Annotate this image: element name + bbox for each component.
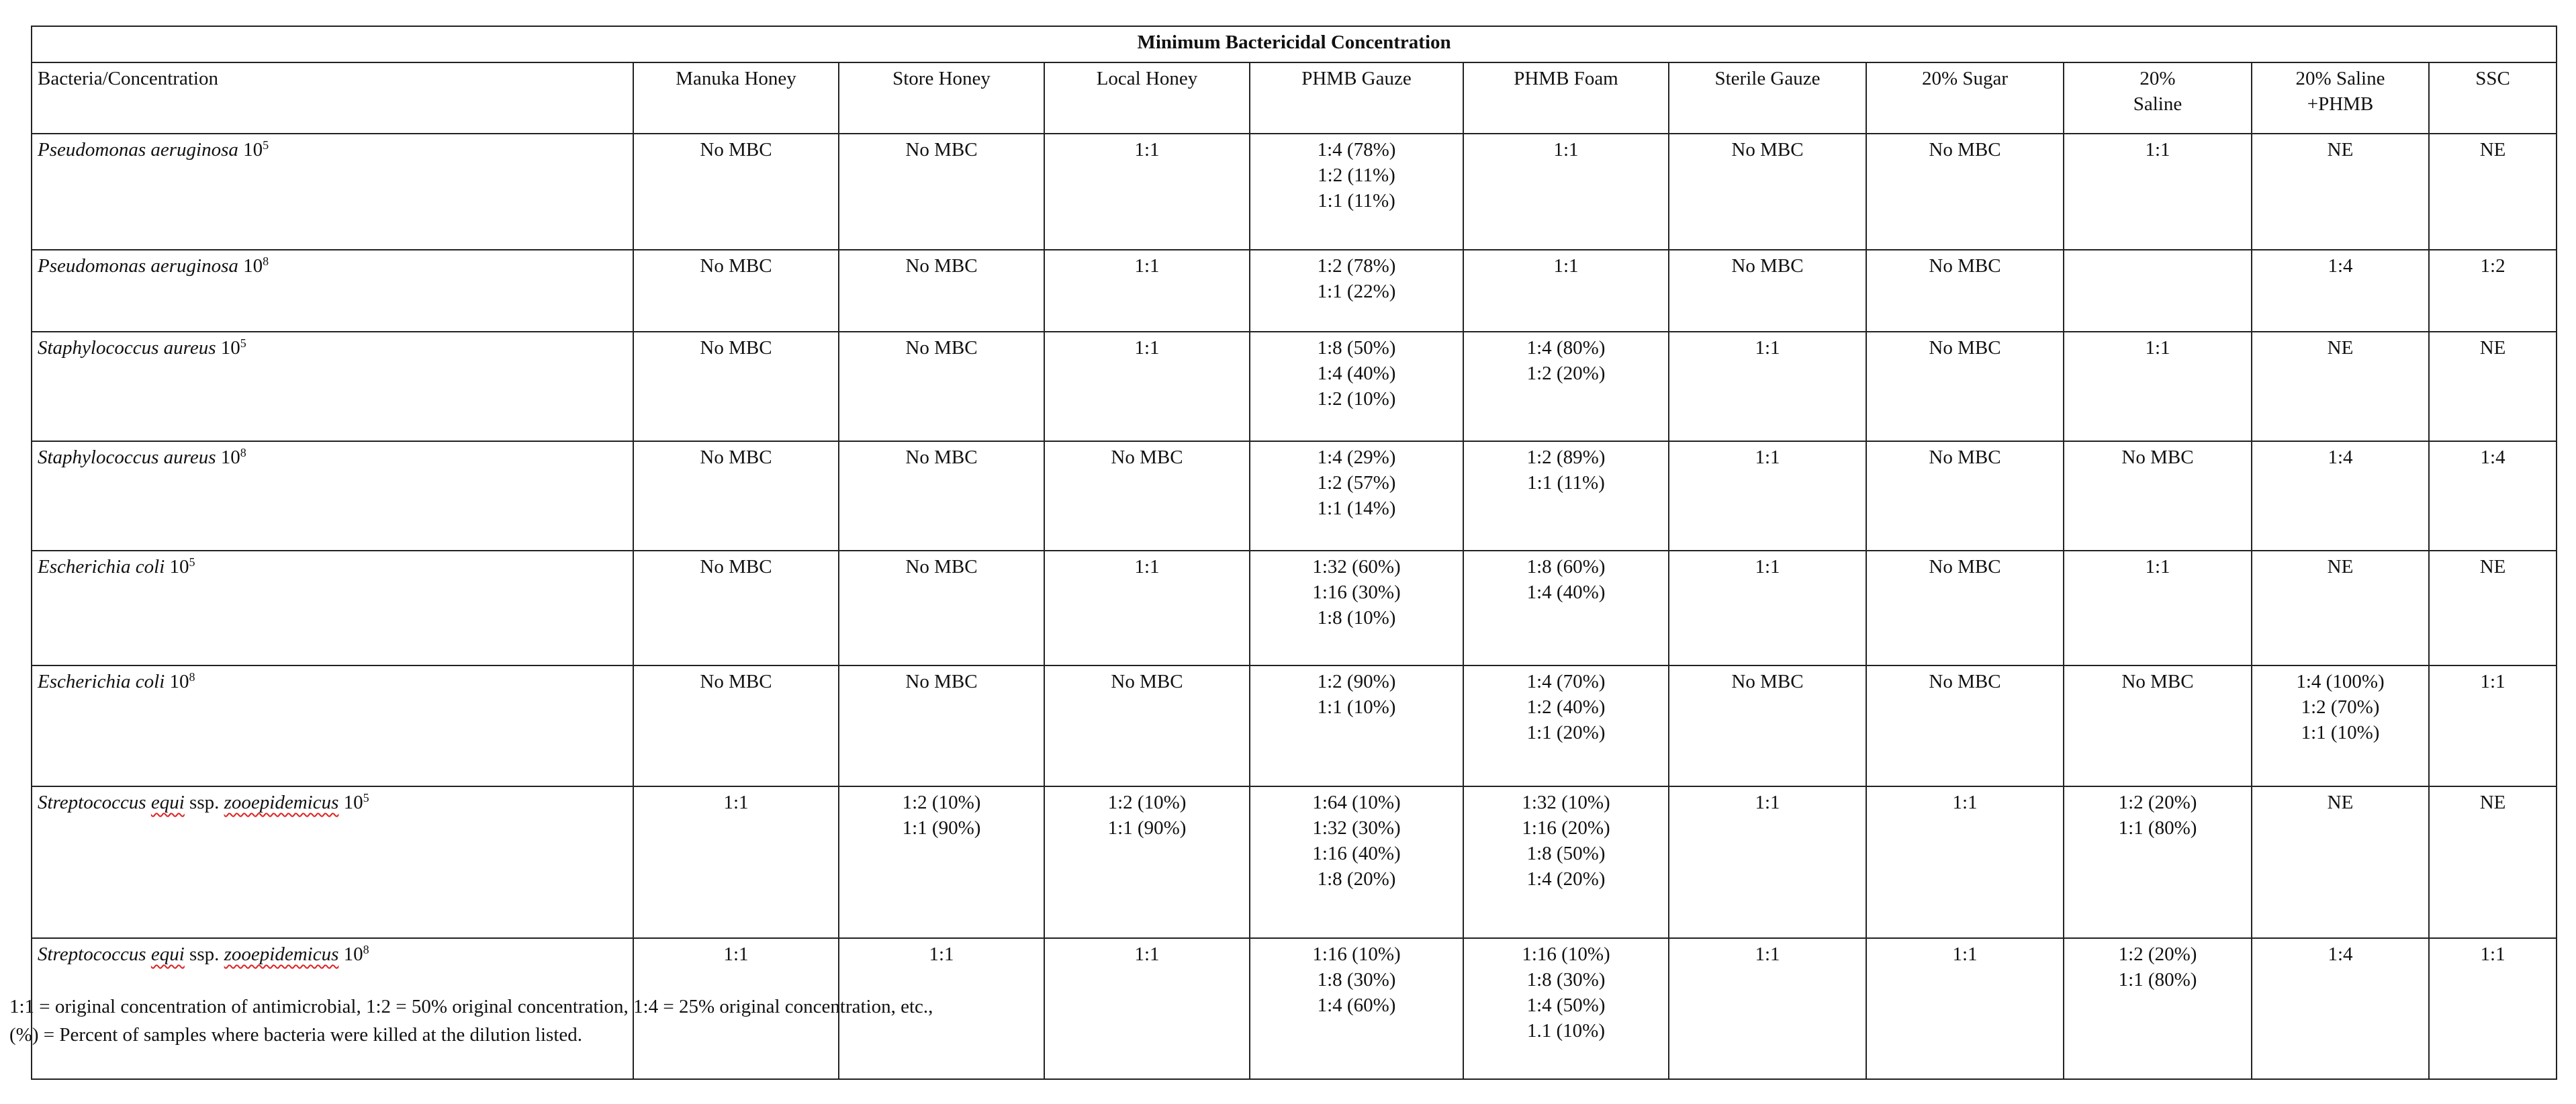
table-row [32,551,2557,665]
column-header-text: 20% Sugar [1921,68,2009,89]
column-header [1044,62,1250,134]
mbc-table [31,26,2557,1080]
mbc-value-cell [1669,332,1866,441]
mbc-value-cell [2429,665,2557,786]
mbc-value: NE [2327,139,2354,160]
table-title: Minimum Bactericidal Concentration [32,26,2557,62]
mbc-value: No MBC [700,671,772,692]
column-header-text: 20% Saline [2295,68,2385,89]
mbc-value-cell [1463,665,1669,786]
column-header-text: 20% [2140,68,2176,89]
concentration-exponent: 8 [363,943,369,956]
mbc-value-cell [2252,250,2429,332]
mbc-value: No MBC [1929,671,2001,692]
column-header-text: Store Honey [892,68,991,89]
mbc-value: 1:1 [1134,556,1160,578]
mbc-value: 1:4 (60%) [1317,995,1396,1016]
mbc-value: No MBC [700,556,772,578]
mbc-value: No MBC [1731,139,1804,160]
mbc-value: 1:8 (60%) [1526,556,1606,578]
mbc-value: 1:4 (80%) [1526,337,1606,359]
table-row [32,665,2557,786]
mbc-value: No MBC [700,337,772,359]
column-header [1463,62,1669,134]
mbc-value-cell [1250,332,1463,441]
mbc-value-cell [839,551,1044,665]
mbc-value-cell [1250,938,1463,1079]
mbc-value: NE [2479,337,2506,359]
mbc-value: No MBC [1111,447,1183,468]
concentration-exponent: 8 [263,255,269,268]
mbc-value: No MBC [905,556,978,578]
mbc-value: 1:4 [2328,255,2353,277]
ssp-label: ssp. [184,944,224,965]
mbc-value: 1:1 [1134,139,1160,160]
column-header [839,62,1044,134]
mbc-value-cell [839,134,1044,250]
bacteria-name: Streptococcus equi [38,944,185,965]
mbc-value: 1:16 (10%) [1312,944,1401,965]
mbc-value-cell [633,551,839,665]
mbc-value-cell [1250,250,1463,332]
mbc-value: 1:1 (90%) [902,817,981,839]
mbc-value-cell [2252,134,2429,250]
mbc-value: 1:8 (30%) [1317,969,1396,991]
mbc-value-cell [633,665,839,786]
concentration-exponent: 8 [240,446,246,459]
mbc-value: 1:1 [1755,556,1780,578]
mbc-value: 1:1 (10%) [2301,722,2380,743]
mbc-value-cell [1669,786,1866,938]
mbc-value: 1:4 (50%) [1526,995,1606,1016]
mbc-value: 1:2 (11%) [1318,165,1395,186]
mbc-value: No MBC [2121,447,2194,468]
column-header-text: Manuka Honey [676,68,796,89]
mbc-value: 1:2 (10%) [1107,792,1187,813]
bacteria-cell: Streptococcus equi ssp. zooepidemicus $10^8$ [32,938,633,1079]
mbc-value: 1:1 (14%) [1317,498,1396,519]
mbc-value: 1:1 [2480,671,2505,692]
subspecies-name: zooepidemicus [224,792,339,813]
mbc-value-cell [2429,134,2557,250]
mbc-value-cell [633,786,839,938]
mbc-value-cell [2429,441,2557,551]
mbc-value: No MBC [1929,447,2001,468]
mbc-value: 1:8 (20%) [1317,868,1396,890]
mbc-value: 1:2 (70%) [2301,696,2380,718]
bacteria-cell: Pseudomonas aeruginosa $10^8$ [32,250,633,332]
mbc-value-cell [1044,441,1250,551]
mbc-value: 1:16 (10%) [1522,944,1610,965]
mbc-value: 1:1 [1952,792,1978,813]
mbc-value: 1:16 (40%) [1312,843,1401,864]
mbc-value: No MBC [905,447,978,468]
concentration-exponent: 5 [263,138,269,152]
bacteria-cell: Staphylococcus aureus $10^8$ [32,441,633,551]
mbc-value: 1:4 (40%) [1317,363,1396,384]
mbc-value-cell [2064,441,2252,551]
mbc-value-cell [839,665,1044,786]
mbc-value: 1:2 (78%) [1317,255,1396,277]
mbc-value: 1:1 (90%) [1107,817,1187,839]
table-row [32,786,2557,938]
mbc-value-cell [1866,441,2064,551]
mbc-value-cell [1669,441,1866,551]
mbc-value-cell [1669,250,1866,332]
concentration-exponent: 5 [240,336,246,350]
mbc-value: 1.1 (10%) [1527,1020,1605,1042]
ssp-label: ssp. [184,792,224,813]
mbc-value-cell [1044,551,1250,665]
mbc-value: 1:32 (10%) [1522,792,1610,813]
mbc-value-cell [1463,134,1669,250]
mbc-value-cell [1250,551,1463,665]
mbc-value-cell [2064,250,2252,332]
mbc-value-cell [1250,441,1463,551]
mbc-value-cell [633,332,839,441]
mbc-value: 1:1 [1553,255,1579,277]
mbc-value: No MBC [1929,337,2001,359]
mbc-value-cell [2252,441,2429,551]
mbc-value-cell [2429,938,2557,1079]
mbc-value-cell [2252,665,2429,786]
mbc-value: 1:4 (20%) [1526,868,1606,890]
mbc-value: 1:1 [723,944,749,965]
mbc-value-cell [1866,938,2064,1079]
column-header [1669,62,1866,134]
mbc-value-cell [1866,250,2064,332]
mbc-value: No MBC [905,139,978,160]
column-header-text: +PHMB [2307,93,2374,115]
mbc-value: No MBC [700,255,772,277]
column-header-text: Sterile Gauze [1714,68,1821,89]
mbc-value-cell [2064,134,2252,250]
mbc-value: 1:1 [1553,139,1579,160]
mbc-value: 1:4 [2328,944,2353,965]
mbc-value: 1:1 [929,944,954,965]
mbc-value: NE [2479,556,2506,578]
column-header-text: Bacteria/Concentration [38,68,218,89]
mbc-value: 1:1 [2145,337,2170,359]
mbc-value: 1:4 (100%) [2296,671,2385,692]
mbc-value: 1:1 [723,792,749,813]
column-header-text: PHMB Gauze [1301,68,1412,89]
bacteria-cell: Streptococcus equi ssp. zooepidemicus $10^5$ [32,786,633,938]
mbc-value: 1:32 (30%) [1312,817,1401,839]
column-header-text: SSC [2475,68,2510,89]
mbc-value: 1:16 (30%) [1312,582,1401,603]
mbc-value: 1:2 (10%) [1317,388,1396,410]
mbc-value-cell [2064,938,2252,1079]
mbc-value-cell [2064,665,2252,786]
bacteria-name: Pseudomonas aeruginosa [38,255,238,277]
mbc-value: 1:1 (11%) [1318,190,1395,212]
mbc-value-cell [1866,134,2064,250]
mbc-value: 1:4 [2328,447,2353,468]
footnote-percent: (%) = Percent of samples where bacteria were killed at the dilution listed. [9,1024,583,1046]
mbc-value: NE [2327,556,2354,578]
mbc-value-cell [1866,332,2064,441]
column-header-text: PHMB Foam [1514,68,1618,89]
mbc-value: 1:1 [1134,337,1160,359]
mbc-value: 1:2 (10%) [902,792,981,813]
mbc-value: 1:1 [1134,944,1160,965]
mbc-value: 1:1 [1755,447,1780,468]
mbc-value-cell [2064,332,2252,441]
mbc-value-cell [2429,551,2557,665]
mbc-value-cell [839,332,1044,441]
subspecies-name: zooepidemicus [224,944,339,965]
mbc-value: 1:1 (80%) [2118,817,2197,839]
mbc-value: No MBC [1929,255,2001,277]
mbc-value-cell [633,134,839,250]
mbc-value: 1:8 (10%) [1317,607,1396,629]
mbc-value: No MBC [1731,671,1804,692]
column-header [32,62,633,134]
mbc-value: 1:1 (20%) [1526,722,1606,743]
mbc-value: 1:2 (57%) [1317,472,1396,494]
mbc-value-cell [1669,551,1866,665]
mbc-value: 1:8 (50%) [1317,337,1396,359]
mbc-value: 1:4 (40%) [1526,582,1606,603]
mbc-value: 1:1 [1755,792,1780,813]
mbc-value-cell [1463,786,1669,938]
mbc-value: 1:2 (20%) [2118,792,2197,813]
column-header [2429,62,2557,134]
mbc-value-cell [1866,551,2064,665]
mbc-value: 1:4 (70%) [1526,671,1606,692]
bacteria-name: Streptococcus equi [38,792,185,813]
mbc-value-cell [1669,938,1866,1079]
mbc-value: No MBC [1929,556,2001,578]
column-header [2252,62,2429,134]
mbc-value: No MBC [1731,255,1804,277]
mbc-value-cell [2252,786,2429,938]
mbc-value: 1:1 (11%) [1527,472,1605,494]
mbc-value: 1:16 (20%) [1522,817,1610,839]
mbc-value: 1:8 (30%) [1526,969,1606,991]
mbc-value-cell [2252,938,2429,1079]
mbc-value: 1:1 [1755,944,1780,965]
mbc-value-cell [633,441,839,551]
bacteria-name: Staphylococcus aureus [38,447,216,468]
mbc-value: 1:4 (29%) [1317,447,1396,468]
mbc-value: NE [2479,792,2506,813]
mbc-value: No MBC [2121,671,2194,692]
bacteria-cell: Escherichia coli $10^8$ [32,665,633,786]
bacteria-cell: Escherichia coli $10^5$ [32,551,633,665]
column-header [1250,62,1463,134]
mbc-value-cell [2429,332,2557,441]
mbc-value: 1:1 [1952,944,1978,965]
mbc-value: NE [2479,139,2506,160]
mbc-value: 1:1 [2145,139,2170,160]
mbc-value: 1:4 (78%) [1317,139,1396,160]
mbc-value-cell [1866,786,2064,938]
mbc-value-cell [1463,441,1669,551]
mbc-value-cell [2252,551,2429,665]
column-header-text: Saline [2133,93,2182,115]
mbc-value-cell [633,250,839,332]
bacteria-cell: Staphylococcus aureus $10^5$ [32,332,633,441]
mbc-value-cell [839,441,1044,551]
mbc-value: 1:4 [2480,447,2505,468]
bacteria-cell: Pseudomonas aeruginosa $10^5$ [32,134,633,250]
mbc-value-cell [1463,938,1669,1079]
mbc-value: 1:1 (22%) [1317,281,1396,302]
mbc-value-cell [839,786,1044,938]
bacteria-name: Staphylococcus aureus [38,337,216,359]
mbc-value: 1:1 [1755,337,1780,359]
mbc-value: 1:2 (89%) [1526,447,1606,468]
mbc-value-cell [1669,134,1866,250]
mbc-value-cell [1044,332,1250,441]
bacteria-name: Escherichia coli [38,556,165,578]
bacteria-name: Escherichia coli [38,671,165,692]
mbc-value-cell [1044,134,1250,250]
mbc-value-cell [2429,786,2557,938]
mbc-table-container [31,26,2556,1080]
mbc-value: No MBC [1929,139,2001,160]
mbc-value: No MBC [905,337,978,359]
mbc-value: 1:1 [2145,556,2170,578]
table-row [32,134,2557,250]
mbc-value-cell [1044,938,1250,1079]
mbc-value-cell [2064,786,2252,938]
mbc-value: 1:1 [1134,255,1160,277]
mbc-value: 1:1 (80%) [2118,969,2197,991]
mbc-value: 1:32 (60%) [1312,556,1401,578]
mbc-value: 1:8 (50%) [1526,843,1606,864]
mbc-value: NE [2327,792,2354,813]
mbc-value: 1:64 (10%) [1312,792,1401,813]
mbc-value: NE [2327,337,2354,359]
mbc-value-cell [1044,665,1250,786]
mbc-value-cell [2429,250,2557,332]
bacteria-name: Pseudomonas aeruginosa [38,139,238,160]
mbc-value-cell [2064,551,2252,665]
mbc-value-cell [1463,250,1669,332]
concentration-exponent: 8 [189,670,195,684]
mbc-value: No MBC [700,139,772,160]
mbc-value-cell [839,250,1044,332]
footnote-dilution: 1:1 = original concentration of antimicrobial, 1:2 = 50% original concentration, 1:4 = 25% original concentration, etc., [9,996,933,1017]
mbc-value: 1:2 [2480,255,2505,277]
table-body [32,62,2557,1079]
column-header-text: Local Honey [1096,68,1198,89]
table-row [32,441,2557,551]
mbc-value: 1:1 [2480,944,2505,965]
concentration-exponent: 5 [189,555,195,569]
mbc-value: 1:1 (10%) [1317,696,1396,718]
mbc-value: 1:2 (20%) [2118,944,2197,965]
mbc-value: 1:2 (20%) [1526,363,1606,384]
mbc-value-cell [2252,332,2429,441]
column-header [633,62,839,134]
footnotes [9,993,933,1049]
mbc-value-cell [1044,250,1250,332]
mbc-value-cell [1866,665,2064,786]
table-row [32,250,2557,332]
mbc-value-cell [1669,665,1866,786]
mbc-value: 1:2 (90%) [1317,671,1396,692]
mbc-value-cell [1250,134,1463,250]
mbc-value-cell [1250,665,1463,786]
mbc-value: No MBC [905,671,978,692]
mbc-value: No MBC [905,255,978,277]
mbc-value: No MBC [700,447,772,468]
concentration-exponent: 5 [363,791,369,804]
mbc-value-cell [1044,786,1250,938]
mbc-value-cell [1463,332,1669,441]
mbc-value: No MBC [1111,671,1183,692]
column-header [1866,62,2064,134]
column-header [2064,62,2252,134]
mbc-value-cell [1250,786,1463,938]
table-row [32,332,2557,441]
mbc-value-cell [1463,551,1669,665]
header-row [32,62,2557,134]
mbc-value: 1:2 (40%) [1526,696,1606,718]
